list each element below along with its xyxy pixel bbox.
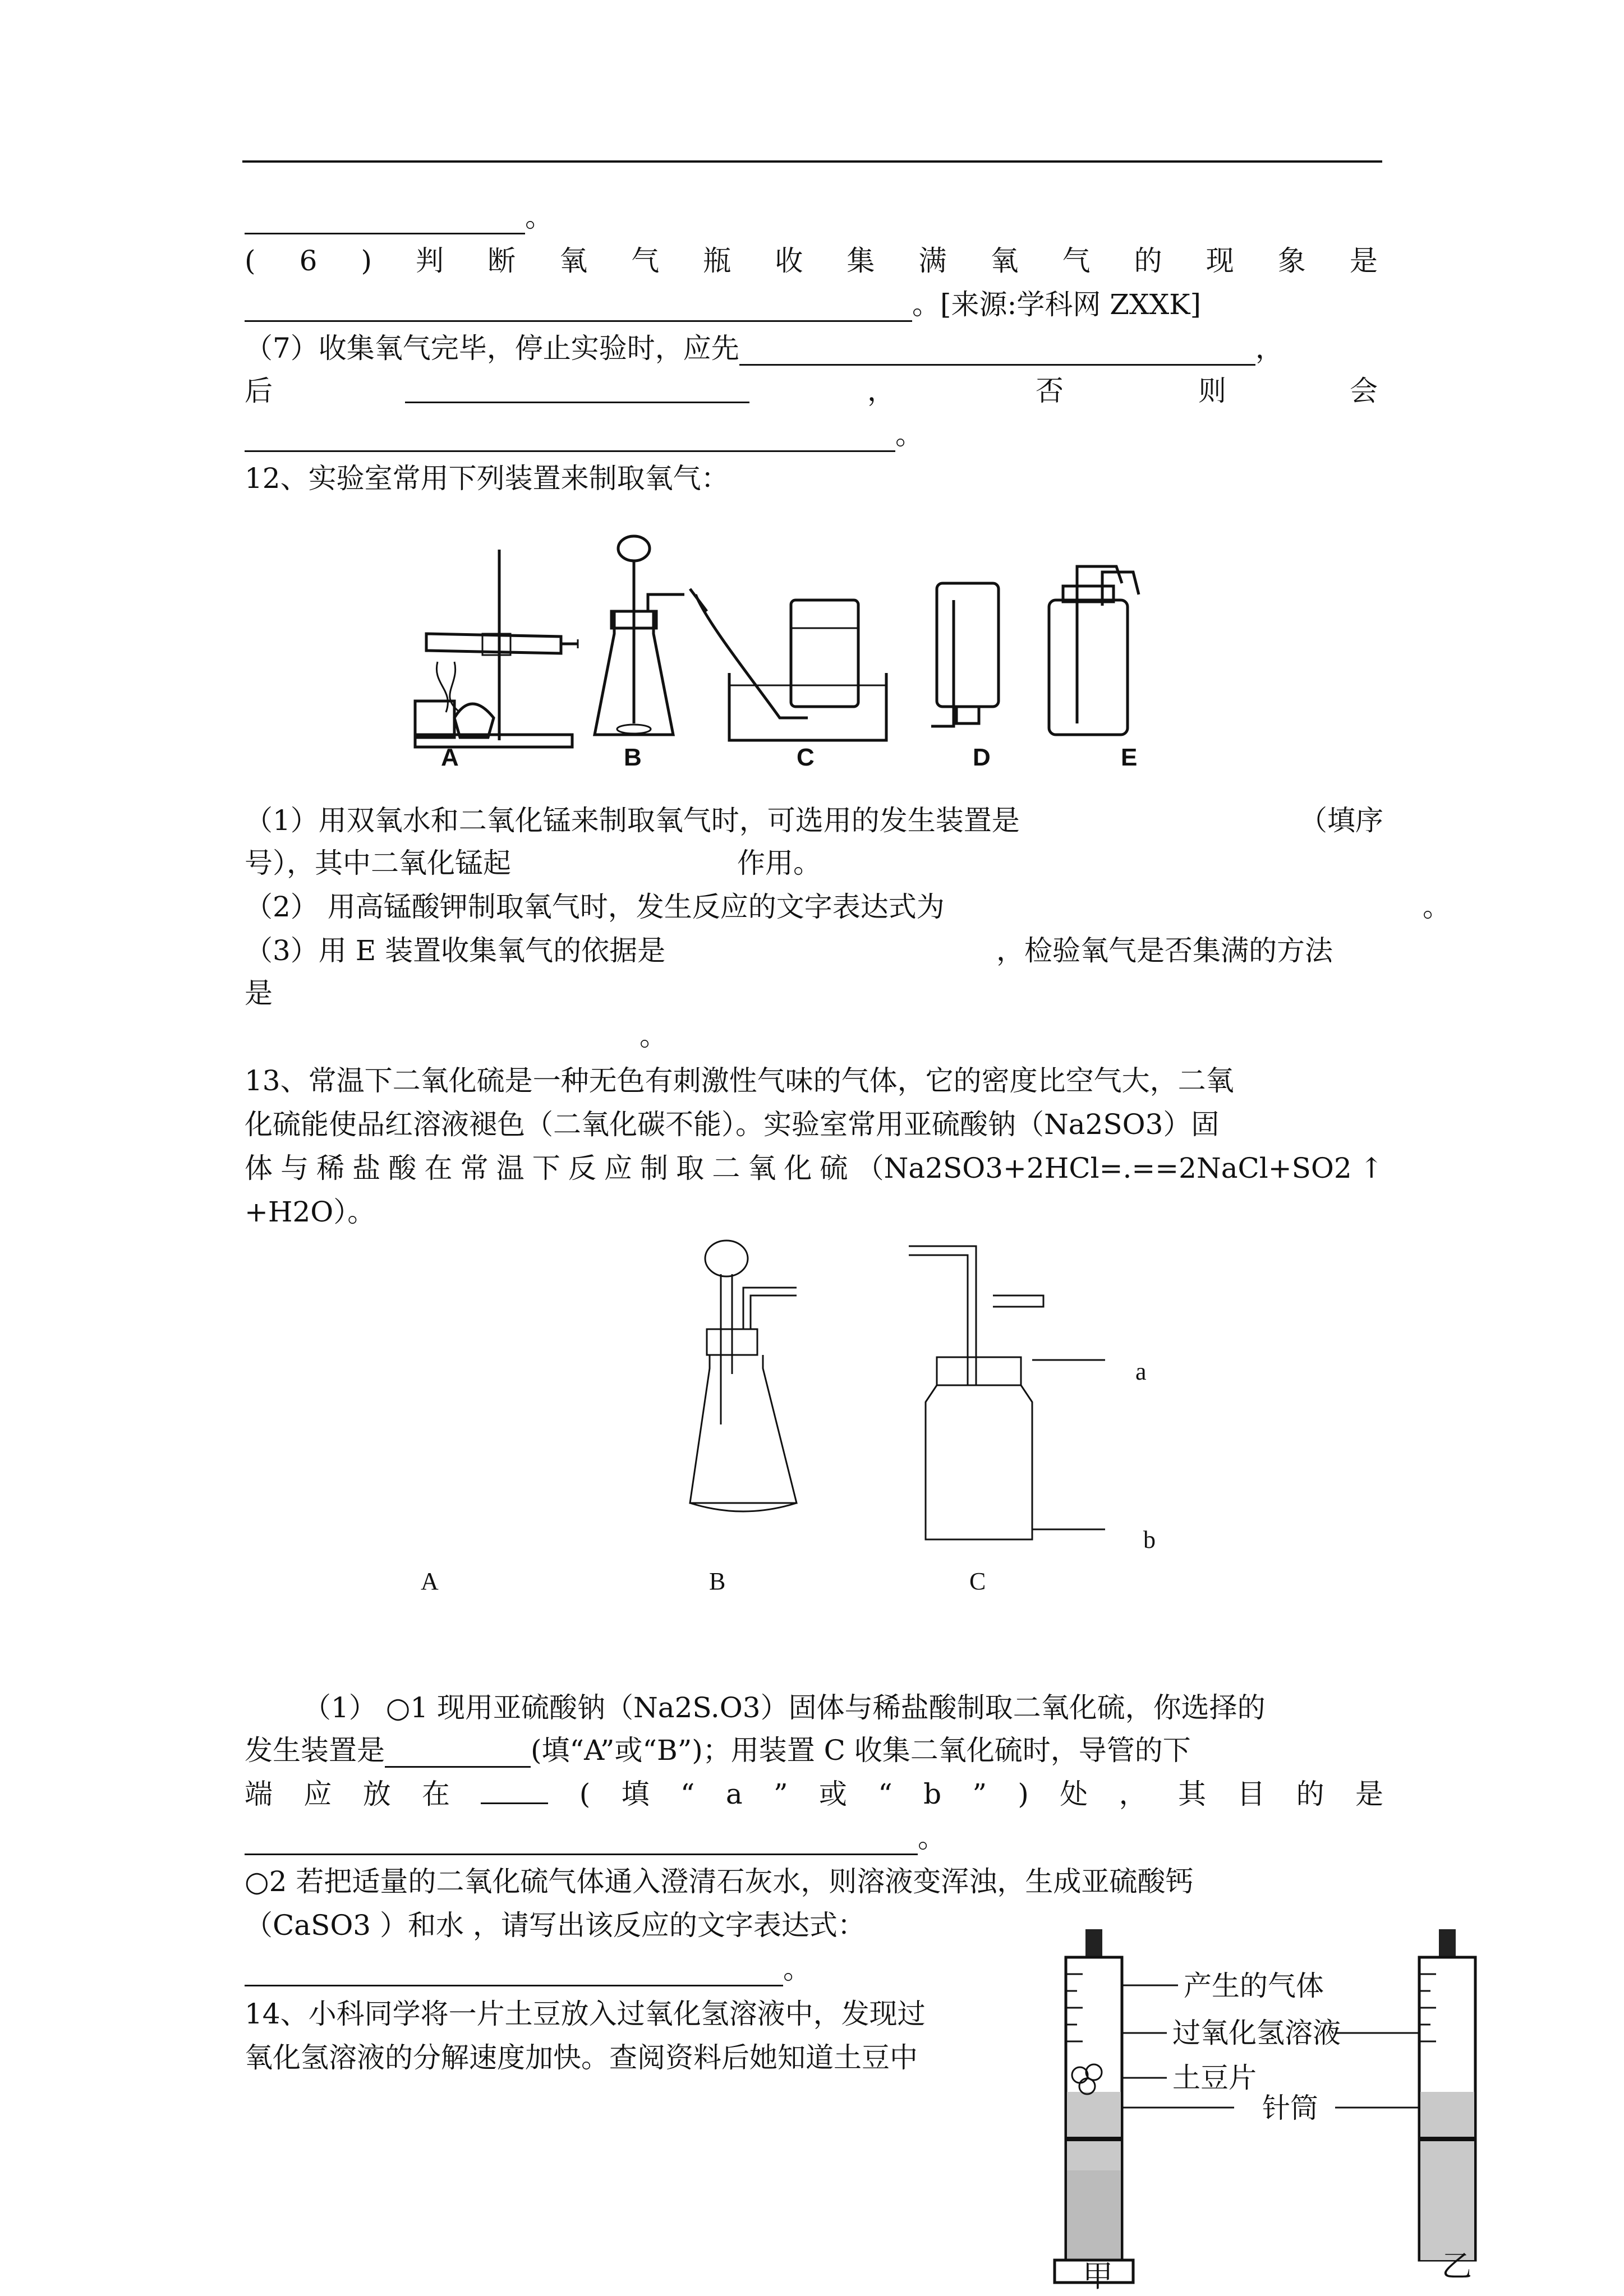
answer-blank[interactable] xyxy=(245,294,912,322)
tube-label-a: a xyxy=(1135,1358,1147,1385)
q14-line1: 14、小科同学将一片土豆放入过氧化氢溶液中，发现过 xyxy=(245,1998,926,2030)
q13-s1-line1: （1） ○1 现用亚硫酸钠（Na2S.O3）固体与稀盐酸制取二氧化硫，你选择的 xyxy=(303,1691,1266,1724)
q13-s2-line1: ○2 若把适量的二氧化硫气体通入澄清石灰水，则溶液变浑浊，生成亚硫酸钙 xyxy=(245,1865,1194,1898)
justified-char: 二 xyxy=(712,1152,740,1184)
justified-char: 放 xyxy=(362,1778,391,1810)
justified-char: a xyxy=(725,1778,743,1810)
justified-char: 的 xyxy=(1296,1778,1324,1810)
q13-line1: 13、常温下二氧化硫是一种无色有刺激性气味的气体，它的密度比空气大，二氧 xyxy=(245,1064,1234,1097)
apparatus-label-e: E xyxy=(1121,744,1138,771)
q6-line xyxy=(245,243,1378,278)
apparatus-label-a: A xyxy=(441,744,459,771)
justified-char: ↑ xyxy=(1359,1152,1383,1184)
so2-label-b: B xyxy=(709,1567,726,1595)
answer-blank[interactable] xyxy=(245,1959,783,1986)
justified-char: ( xyxy=(245,245,256,277)
justified-char: 稀 xyxy=(316,1152,345,1184)
answer-line-1: 。 xyxy=(245,200,553,234)
justified-char: ) xyxy=(1018,1778,1029,1810)
justified-char: 常 xyxy=(460,1152,489,1184)
figure-label-gas: 产生的气体 xyxy=(1184,1970,1324,2002)
justified-char: 盐 xyxy=(352,1152,381,1184)
justified-char: ( xyxy=(579,1778,591,1810)
justified-char: （Na2SO3+2HCl=.==2NaCl+SO2 xyxy=(855,1152,1352,1184)
answer-blank[interactable] xyxy=(245,425,895,452)
justified-char: 处 xyxy=(1060,1778,1088,1810)
figure-label-h2o2: 过氧化氢溶液 xyxy=(1172,2017,1341,2049)
q12-p1-line1: （1）用双氧水和二氧化锰来制取氧气时，可选用的发生装置是 （填序 xyxy=(245,804,1383,837)
justified-char: 判 xyxy=(416,245,444,277)
justified-char: 应 xyxy=(604,1152,632,1184)
q14-line2: 氧化氢溶液的分解速度加快。查阅资料后她知道土豆中 xyxy=(245,2041,918,2074)
so2-label-a: A xyxy=(421,1567,439,1595)
justified-char: 收 xyxy=(775,245,803,277)
justified-char: 象 xyxy=(1277,245,1306,277)
answer-blank[interactable] xyxy=(385,1740,531,1768)
justified-char: 目 xyxy=(1237,1778,1266,1810)
answer-blank[interactable] xyxy=(405,376,749,403)
answer-blank[interactable] xyxy=(245,207,525,234)
answer-blank[interactable] xyxy=(481,1777,548,1804)
justified-char: “ xyxy=(680,1778,695,1810)
justified-char: ” xyxy=(773,1778,788,1810)
justified-char: 取 xyxy=(676,1152,705,1184)
q13-s2-line3: 。 xyxy=(245,1952,811,1986)
q12-p3-end: 。 xyxy=(640,1020,668,1052)
apparatus-label-d: D xyxy=(973,744,991,771)
justified-char: ) xyxy=(361,245,372,277)
justified-char: ” xyxy=(972,1778,987,1810)
q13-line2: 化硫能使品红溶液褪色（二氧化碳不能）。实验室常用亚硫酸钠（Na2SO3）固 xyxy=(245,1108,1220,1141)
answer-blank[interactable] xyxy=(245,1828,918,1855)
justified-char: 端 xyxy=(245,1778,273,1810)
q12-p1-line2: 号），其中二氧化锰起 作用。 xyxy=(245,847,821,879)
justified-char: 反 xyxy=(568,1152,596,1184)
justified-char: 的 xyxy=(1134,245,1162,277)
justified-char: 氧 xyxy=(748,1152,776,1184)
justified-char: 酸 xyxy=(388,1152,417,1184)
justified-char: 其 xyxy=(1177,1778,1206,1810)
apparatus-c-bottle xyxy=(909,1246,1105,1539)
justified-char: 气 xyxy=(1062,245,1091,277)
justified-char: 应 xyxy=(303,1778,332,1810)
q13-s1-line4: 。 xyxy=(245,1820,946,1855)
header-rule xyxy=(242,160,1382,163)
apparatus-b-flask xyxy=(690,1241,797,1511)
justified-char: 制 xyxy=(640,1152,669,1184)
justified-char: 气 xyxy=(631,245,660,277)
justified-char: 氧 xyxy=(559,245,588,277)
figure-caption-yi: 乙 xyxy=(1442,2248,1472,2284)
justified-char: 是 xyxy=(1355,1778,1383,1810)
apparatus-e xyxy=(1049,566,1139,735)
justified-char: 在 xyxy=(424,1152,453,1184)
so2-apparatus-figure xyxy=(673,1234,1178,1548)
q13-s1-line2: 发生装置是 (填“A”或“B”)；用装置 C 收集二氧化硫时，导管的下 xyxy=(245,1734,1191,1767)
q12-p2: （2） 用高锰酸钾制取氧气时，发生反应的文字表达式为 。 xyxy=(245,891,1451,923)
answer-line-3: 。[来源:学科网 ZXXK] xyxy=(245,287,1201,322)
q13-s2-line2: （CaSO3 ）和水 ，请写出该反应的文字表达式： xyxy=(245,1909,866,1942)
justified-char: 下 xyxy=(532,1152,560,1184)
justified-char: 现 xyxy=(1206,245,1234,277)
answer-blank[interactable] xyxy=(739,338,1255,366)
justified-char: ， xyxy=(1119,1778,1147,1810)
justified-char: 体 xyxy=(245,1152,273,1184)
justified-char: 满 xyxy=(918,245,947,277)
syringe-yi xyxy=(1335,1929,1475,2260)
justified-char: 硫 xyxy=(820,1152,848,1184)
q13-line4: +H2O）。 xyxy=(245,1196,376,1228)
justified-char: 是 xyxy=(1349,245,1378,277)
justified-char: 填 xyxy=(621,1778,650,1810)
justified-char: 或 xyxy=(818,1778,847,1810)
so2-label-c: C xyxy=(969,1567,986,1595)
q7-line: （7）收集氧气完毕，停止实验时，应先 ， xyxy=(245,332,1283,365)
apparatus-b xyxy=(595,536,684,735)
apparatus-d xyxy=(931,583,999,726)
q12-p3-line1: （3）用 E 装置收集氧气的依据是 ，检验氧气是否集满的方法 xyxy=(245,934,1333,967)
justified-char: 在 xyxy=(422,1778,450,1810)
figure-label-potato: 土豆片 xyxy=(1172,2062,1257,2094)
figure-caption-jia: 甲 xyxy=(1083,2258,1113,2294)
q12-p3-line2: 是 xyxy=(245,977,273,1009)
justified-char: 集 xyxy=(846,245,875,277)
justified-char: 瓶 xyxy=(703,245,732,277)
q12-title: 12、实验室常用下列装置来制取氧气： xyxy=(245,462,729,495)
justified-char: 化 xyxy=(784,1152,812,1184)
oxygen-apparatus-figure xyxy=(393,533,1178,791)
answer-line-7: 。 xyxy=(245,417,923,452)
apparatus-label-b: B xyxy=(624,744,642,771)
q7-hou-line: 后 ， 否 则 会 xyxy=(245,375,1378,407)
q13-line3 xyxy=(245,1151,1383,1186)
justified-char: 6 xyxy=(299,245,318,277)
apparatus-label-c: C xyxy=(797,744,815,771)
justified-char: b xyxy=(923,1778,942,1810)
justified-char: 氧 xyxy=(990,245,1019,277)
figure-label-syringe: 针筒 xyxy=(1262,2092,1318,2124)
justified-char: 温 xyxy=(496,1152,525,1184)
q13-s1-line3 xyxy=(245,1777,1383,1811)
justified-char: “ xyxy=(878,1778,892,1810)
tube-label-b: b xyxy=(1143,1526,1156,1553)
justified-char: 与 xyxy=(280,1152,309,1184)
justified-char: 断 xyxy=(487,245,516,277)
apparatus-a xyxy=(415,550,578,747)
apparatus-c xyxy=(690,589,886,740)
